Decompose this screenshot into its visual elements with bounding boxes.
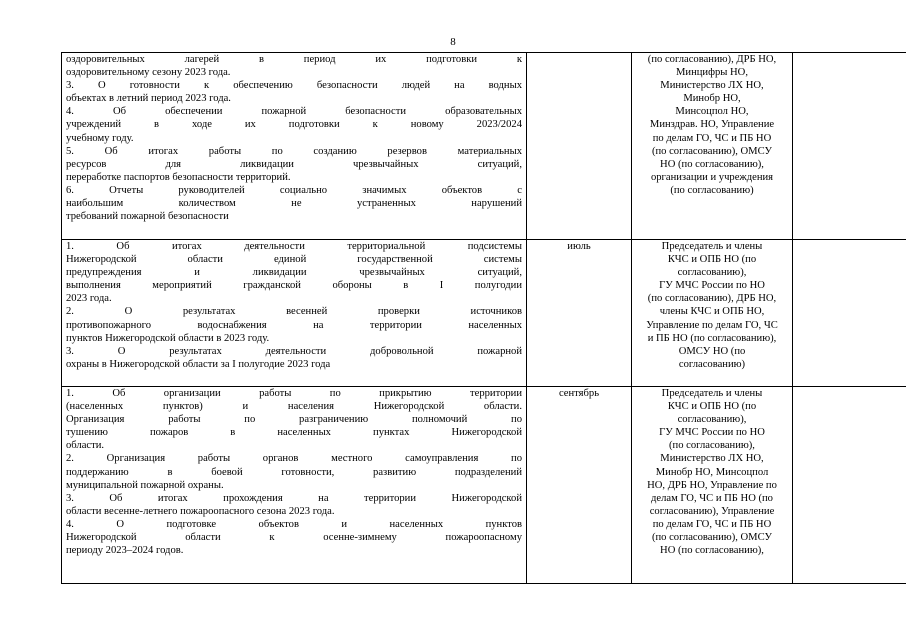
topic-line: 3. О результатах деятельности добровольной пожарной xyxy=(66,345,522,357)
responsible-line: ГУ МЧС России по НО xyxy=(659,427,765,439)
responsible-cell xyxy=(632,53,793,240)
topic-line: муниципальной пожарной охраны. xyxy=(66,479,224,491)
topic-line: оздоровительному сезону 2023 года. xyxy=(66,67,231,79)
topic-line: Нижегородской области единой государственной системы xyxy=(66,254,522,266)
responsible-line: КЧС и ОПБ НО (по xyxy=(667,254,757,266)
topic-line: 2. О результатах весенней проверки источников xyxy=(66,306,522,318)
topic-cell xyxy=(62,53,527,240)
topic-line: учреждений в ходе их подготовки к новому 2023/2024 xyxy=(66,119,522,131)
responsible-line: по делам ГО, ЧС и ПБ НО xyxy=(652,518,772,530)
topic-line: Нижегородской области к осенне-зимнему пожароопасному xyxy=(66,532,522,544)
topic-line: пунктов Нижегородской области в 2023 году. xyxy=(66,332,270,344)
topic-line: охраны в Нижегородской области за I полугодие 2023 года xyxy=(66,358,331,370)
topic-line: противопожарного водоснабжения на территории населенных xyxy=(66,319,522,331)
events-plan-table xyxy=(61,52,906,584)
responsible-line: (по согласованию), xyxy=(669,440,755,452)
topic-line: оздоровительных лагерей в период их подготовки к xyxy=(66,54,522,65)
topic-line: требований пожарной безопасности xyxy=(66,211,229,223)
topic-line: выполнения мероприятий гражданской обороны в I полугодии xyxy=(66,280,522,292)
topic-line: наибольшим количеством не устраненных нарушений xyxy=(66,198,522,210)
topic-line: 5. Об итогах работы по созданию резервов материальных xyxy=(66,145,522,157)
responsible-line: Управление по делам ГО, ЧС xyxy=(646,319,778,331)
topic-line: переработке паспортов безопасности территорий. xyxy=(66,171,291,183)
topic-line: Организация работы по разграничению полномочий по xyxy=(66,414,522,426)
topic-line: 1. Об итогах деятельности территориальной подсистемы xyxy=(66,241,522,252)
table-row xyxy=(62,240,906,387)
responsible-line: Минобр НО, Минсоцпол xyxy=(655,466,769,478)
responsible-line: Председатель и члены xyxy=(661,241,763,252)
responsible-line: согласованию), Управление xyxy=(649,505,775,517)
responsible-line: НО, ДРБ НО, Управление по xyxy=(647,479,777,491)
topic-cell xyxy=(62,387,527,584)
date-cell: сентябрь xyxy=(527,387,632,584)
responsible-line: ОМСУ НО (по xyxy=(678,345,746,357)
topic-line: предупреждения и ликвидации чрезвычайных ситуаций, xyxy=(66,267,522,279)
responsible-line: члены КЧС и ОПБ НО, xyxy=(659,306,765,318)
responsible-line: ГУ МЧС России по НО xyxy=(659,280,765,292)
date-cell: июль xyxy=(527,240,632,387)
topic-line: 1. Об организации работы по прикрытию территории xyxy=(66,388,522,399)
topic-line: 2023 года. xyxy=(66,293,112,305)
responsible-line: (по согласованию) xyxy=(670,184,754,196)
topic-line: поддержанию в боевой готовности, развитию подразделений xyxy=(66,466,522,478)
responsible-line: согласованию) xyxy=(678,358,746,370)
responsible-line: НО (по согласованию), xyxy=(660,545,764,557)
topic-line: 6. Отчеты руководителей социально значимых объектов с xyxy=(66,184,522,196)
note-cell xyxy=(793,53,906,240)
date-cell xyxy=(527,53,632,240)
topic-line: периоду 2023–2024 годов. xyxy=(66,545,184,557)
responsible-line: согласованию), xyxy=(677,414,747,426)
topic-line: области. xyxy=(66,440,105,452)
responsible-line: (по согласованию), ОМСУ xyxy=(651,145,773,157)
table-row xyxy=(62,53,906,240)
responsible-line: Министерство ЛХ НО, xyxy=(660,80,764,92)
topic-line: 3. О готовности к обеспечению безопасности людей на водных xyxy=(66,80,522,92)
topic-line: 3. Об итогах прохождения на территории Нижегородской xyxy=(66,492,522,504)
topic-line: области весенне-летнего пожароопасного сезона 2023 года. xyxy=(66,505,335,517)
responsible-cell xyxy=(632,387,793,584)
responsible-line: КЧС и ОПБ НО (по xyxy=(667,401,757,413)
responsible-line: Минсоцпол НО, xyxy=(675,106,749,118)
topic-line: (населенных пунктов) и населения Нижегородской области. xyxy=(66,401,522,413)
responsible-line: организации и учреждения xyxy=(650,171,774,183)
responsible-line: и ПБ НО (по согласованию), xyxy=(647,332,777,344)
responsible-cell xyxy=(632,240,793,387)
responsible-line: Министерство ЛХ НО, xyxy=(660,453,764,465)
table-row xyxy=(62,387,906,584)
topic-line: объектах в летний период 2023 года. xyxy=(66,93,231,105)
responsible-line: (по согласованию), ДРБ НО, xyxy=(647,293,777,305)
responsible-line: Минздрав. НО, Управление xyxy=(649,119,775,131)
note-cell xyxy=(793,387,906,584)
topic-line: 4. О подготовке объектов и населенных пунктов xyxy=(66,518,522,530)
topic-line: учебному году. xyxy=(66,132,134,144)
topic-line: тушению пожаров в населенных пунктах Нижегородской xyxy=(66,427,522,439)
responsible-line: НО (по согласованию), xyxy=(660,158,764,170)
responsible-line: Минобр НО, xyxy=(683,93,741,105)
responsible-line: по делам ГО, ЧС и ПБ НО xyxy=(652,132,772,144)
page-number: 8 xyxy=(450,36,456,48)
topic-line: 2. Организация работы органов местного самоуправления по xyxy=(66,453,522,465)
responsible-line: (по согласованию), ДРБ НО, xyxy=(647,54,777,65)
note-cell xyxy=(793,240,906,387)
responsible-line: Председатель и члены xyxy=(661,388,763,399)
responsible-line: Минцифры НО, xyxy=(676,67,748,79)
topic-line: ресурсов для ликвидации чрезвычайных ситуаций, xyxy=(66,158,522,170)
responsible-line: делам ГО, ЧС и ПБ НО (по xyxy=(651,492,773,504)
topic-line: 4. Об обеспечении пожарной безопасности образовательных xyxy=(66,106,522,118)
topic-cell xyxy=(62,240,527,387)
responsible-line: (по согласованию), ОМСУ xyxy=(651,532,773,544)
responsible-line: согласованию), xyxy=(677,267,747,279)
